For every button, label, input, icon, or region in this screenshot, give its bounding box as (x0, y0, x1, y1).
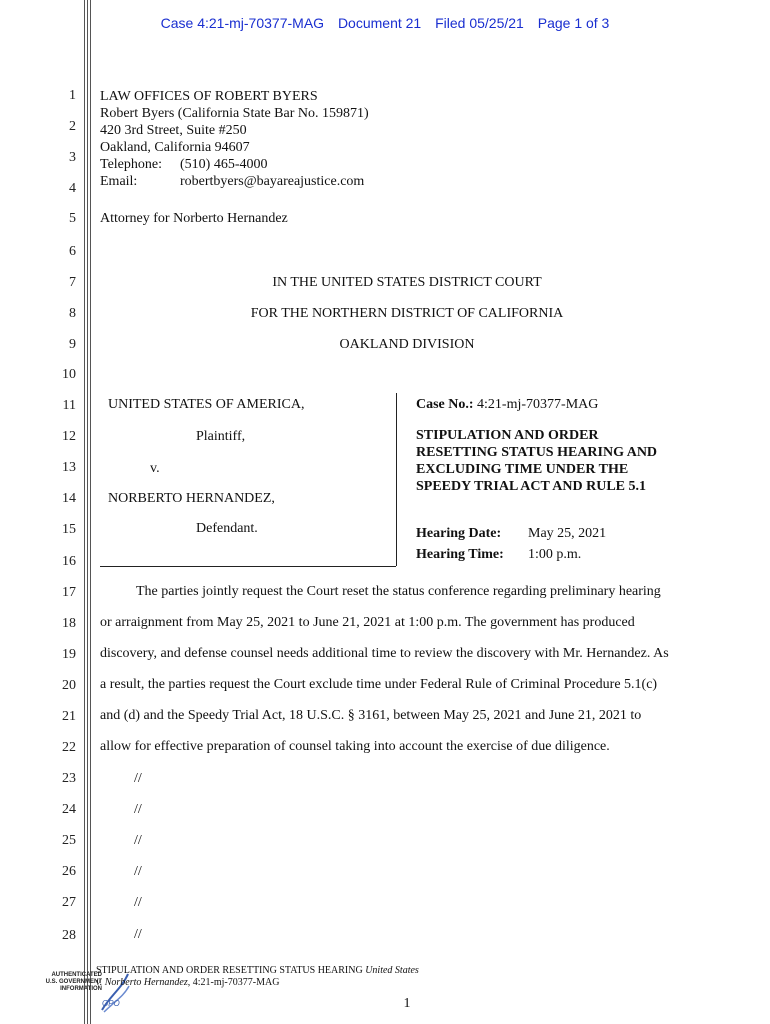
page-number: 1 (403, 996, 411, 1011)
page-count-stamp: Page 1 of 3 (537, 15, 610, 31)
telephone-value: (510) 465-4000 (180, 157, 268, 172)
court-title-line1: IN THE UNITED STATES DISTRICT COURT (272, 275, 542, 290)
line-number: 7 (69, 275, 76, 290)
continuation-slash: // (134, 864, 142, 879)
continuation-slash: // (134, 771, 142, 786)
margin-rule (84, 0, 85, 1024)
hearing-date-label: Hearing Date: (416, 526, 502, 541)
line-number: 18 (62, 616, 76, 631)
line-number: 28 (62, 928, 76, 943)
case-number-label: Case No.: (416, 397, 474, 412)
ecf-header (0, 15, 770, 31)
city-address: Oakland, California 94607 (100, 140, 250, 155)
footer-line1 (96, 965, 419, 977)
line-number: 19 (62, 647, 76, 662)
line-number: 15 (62, 522, 76, 537)
footer-case-number: , 4:21-mj-70377-MAG (187, 977, 280, 988)
line-number: 8 (69, 306, 76, 321)
document-title-line: EXCLUDING TIME UNDER THE (416, 462, 629, 477)
defendant-name: NORBERTO HERNANDEZ, (108, 491, 275, 506)
body-line: or arraignment from May 25, 2021 to June 21, 2021 at 1:00 p.m. The government has produced (100, 615, 635, 630)
margin-rule (87, 0, 88, 1024)
line-number: 24 (62, 802, 76, 817)
body-line: discovery, and defense counsel needs additional time to review the discovery with Mr. Hernandez. As (100, 646, 669, 661)
caption-divider (396, 393, 397, 566)
footer-defendant: v. Norberto Hernandez (96, 977, 188, 988)
attorney-for: Attorney for Norberto Hernandez (100, 211, 288, 226)
body-line: allow for effective preparation of counsel taking into account the exercise of due diligence. (100, 739, 610, 754)
plaintiff-role: Plaintiff, (196, 429, 246, 444)
email-line (100, 173, 369, 190)
hearing-date-value: May 25, 2021 (528, 526, 607, 541)
court-title-line2: FOR THE NORTHERN DISTRICT OF CALIFORNIA (250, 306, 564, 321)
footer-line2 (96, 977, 419, 989)
line-number: 16 (62, 554, 76, 569)
line-number: 6 (69, 244, 76, 259)
seal-line: U.S. GOVERNMENT (45, 979, 102, 985)
line-number: 27 (62, 895, 76, 910)
document-number-stamp: Document 21 (337, 15, 422, 31)
line-number: 14 (62, 491, 76, 506)
court-title-line3: OAKLAND DIVISION (339, 337, 475, 352)
body-line: The parties jointly request the Court reset the status conference regarding preliminary hearing (136, 584, 661, 599)
gpo-logo-text: GPO (102, 999, 120, 1008)
line-number: 25 (62, 833, 76, 848)
case-number-stamp: Case 4:21-mj-70377-MAG (160, 15, 325, 31)
email-value: robertbyers@bayareajustice.com (180, 174, 365, 189)
caption-underline (100, 566, 396, 567)
line-number: 9 (69, 337, 76, 352)
line-number: 10 (62, 367, 76, 382)
defendant-role: Defendant. (196, 521, 258, 536)
document-title-line: STIPULATION AND ORDER (416, 428, 599, 443)
telephone-label: Telephone: (100, 157, 162, 172)
footer-party: United States (365, 965, 419, 976)
line-number: 22 (62, 740, 76, 755)
case-number-line (416, 396, 598, 413)
line-number: 23 (62, 771, 76, 786)
line-number: 17 (62, 585, 76, 600)
line-number: 20 (62, 678, 76, 693)
filed-date-stamp: Filed 05/25/21 (435, 15, 524, 31)
seal-line: AUTHENTICATED (51, 972, 102, 978)
seal-line: INFORMATION (60, 986, 102, 992)
continuation-slash: // (134, 802, 142, 817)
line-number: 1 (69, 88, 76, 103)
telephone-line (100, 156, 369, 173)
versus: v. (150, 461, 160, 476)
line-number: 11 (62, 398, 76, 413)
continuation-slash: // (134, 833, 142, 848)
line-number: 13 (62, 460, 76, 475)
document-title-line: RESETTING STATUS HEARING AND (416, 445, 658, 460)
line-number: 12 (62, 429, 76, 444)
document-title-line: SPEEDY TRIAL ACT AND RULE 5.1 (416, 479, 647, 494)
case-number-value: 4:21-mj-70377-MAG (477, 397, 599, 412)
plaintiff-name: UNITED STATES OF AMERICA, (108, 397, 305, 412)
continuation-slash: // (134, 927, 142, 942)
line-number: 4 (69, 181, 76, 196)
margin-rule (90, 0, 91, 1024)
hearing-time-value: 1:00 p.m. (528, 547, 582, 562)
line-number: 21 (62, 709, 76, 724)
attorney-name: Robert Byers (California State Bar No. 159871) (100, 106, 369, 121)
line-number: 3 (69, 150, 76, 165)
body-line: a result, the parties request the Court exclude time under Federal Rule of Criminal Procedure 5.1(c) (100, 677, 658, 692)
line-number: 5 (69, 211, 76, 226)
continuation-slash: // (134, 895, 142, 910)
footer-title: STIPULATION AND ORDER RESETTING STATUS HEARING (96, 965, 363, 976)
email-label: Email: (100, 174, 138, 189)
footer-caption (96, 965, 419, 989)
seal-caption (40, 972, 102, 993)
attorney-block (100, 88, 369, 190)
street-address: 420 3rd Street, Suite #250 (100, 123, 247, 138)
line-number: 2 (69, 119, 76, 134)
firm-name: LAW OFFICES OF ROBERT BYERS (100, 89, 318, 104)
hearing-time-label: Hearing Time: (416, 547, 504, 562)
line-number: 26 (62, 864, 76, 879)
body-line: and (d) and the Speedy Trial Act, 18 U.S.C. § 3161, between May 25, 2021 and June 21, 2021 to (100, 708, 642, 723)
